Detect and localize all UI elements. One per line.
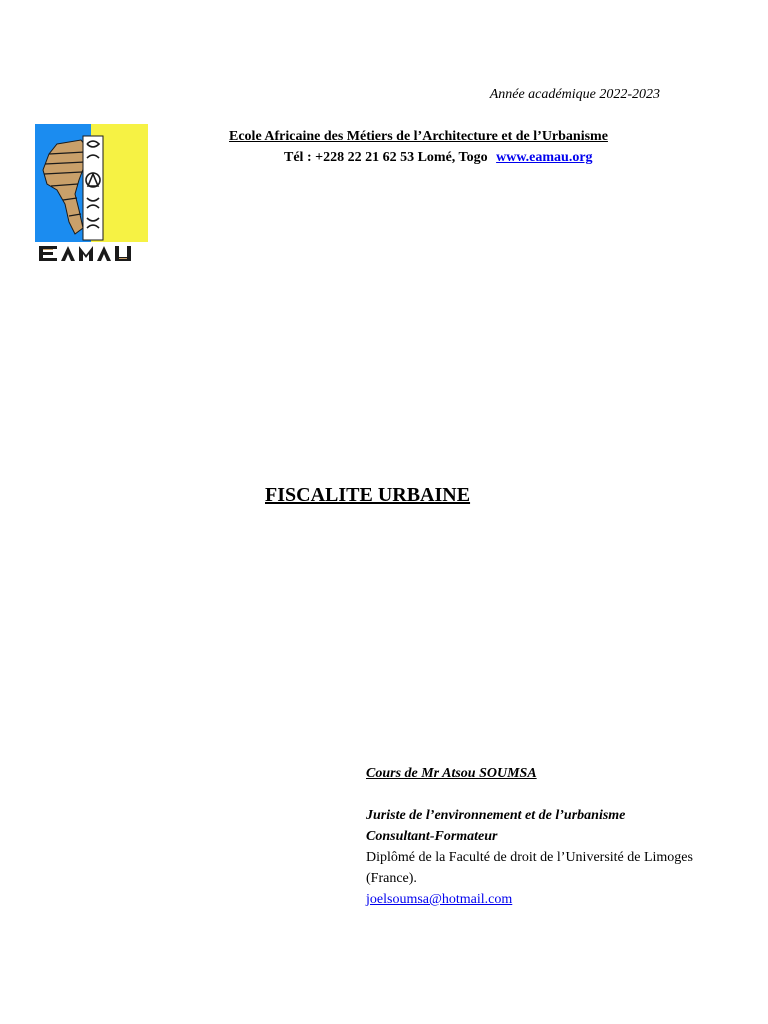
eamau-logo [35, 124, 148, 266]
document-title: FISCALITE URBAINE [265, 484, 471, 506]
institution-name: Ecole Africaine des Métiers de l’Architecture et de l’Urbanisme [229, 129, 608, 144]
contact-phone-address: Tél : +228 22 21 62 53 Lomé, Togo [284, 150, 488, 165]
website-link[interactable]: www.eamau.org [496, 150, 593, 165]
course-by-line: Cours de Mr Atsou SOUMSA [366, 766, 537, 781]
author-diploma: Diplômé de la Faculté de droit de l’Université de Limoges (France). [366, 850, 693, 886]
author-role-2: Consultant-Formateur [366, 829, 498, 844]
contact-line [284, 150, 593, 166]
academic-year: Année académique 2022-2023 [489, 87, 660, 102]
spacer [366, 784, 696, 805]
author-block [366, 763, 696, 910]
author-email-link[interactable]: joelsoumsa@hotmail.com [366, 892, 513, 907]
author-role-1: Juriste de l’environnement et de l’urbanisme [366, 808, 626, 823]
